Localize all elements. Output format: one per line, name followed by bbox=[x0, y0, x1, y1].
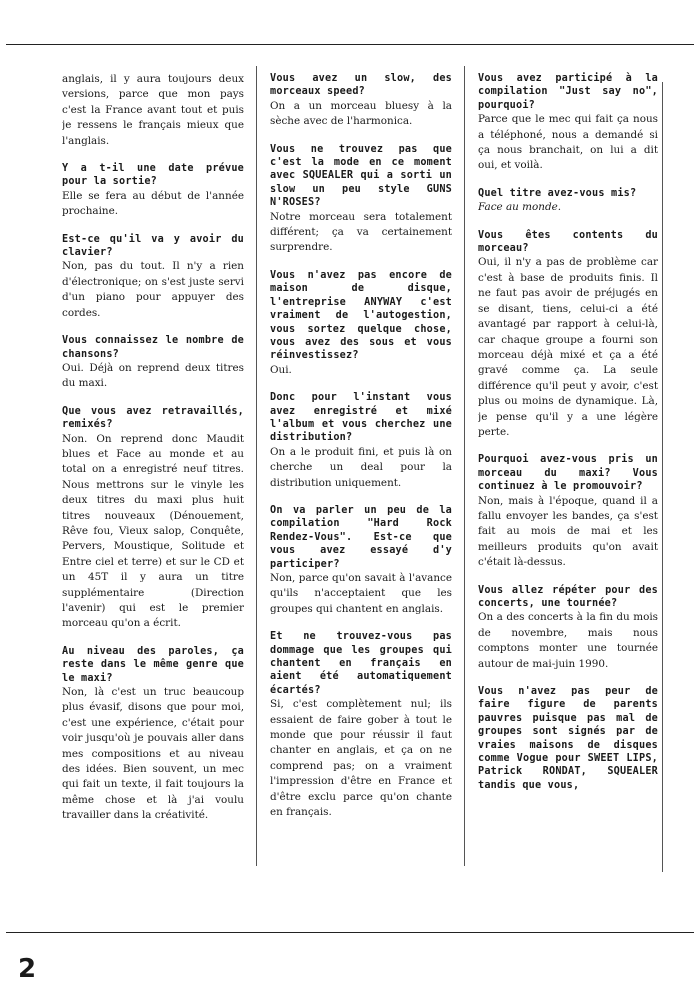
qa-block bbox=[270, 72, 452, 130]
question-text: Vous êtes contents du morceau? bbox=[478, 229, 658, 255]
question-text: Donc pour l'instant vous avez enregistré et mixé l'album et vous cherchez une distribution? bbox=[270, 392, 452, 444]
column-3 bbox=[478, 72, 658, 894]
answer-text: Non, mais à l'époque, quand il a fallu envoyer les bandes, ça s'est fait au mois de mai et les meilleurs produits qu'on avait c'était là-dessus. bbox=[478, 494, 658, 569]
qa-block bbox=[270, 504, 452, 617]
qa-block bbox=[478, 584, 658, 672]
column-divider bbox=[464, 66, 465, 866]
qa-block bbox=[62, 72, 244, 149]
question-text: Vous connaissez le nombre de chansons? bbox=[62, 335, 244, 360]
answer-text: On a le produit fini, et puis là on cherche un deal pour la distribution uniquement. bbox=[270, 445, 452, 489]
question-text: Vous ne trouvez pas que c'est la mode en ce moment avec SQUEALER qui a sorti un slow un peu style GUNS N'ROSES? bbox=[270, 143, 452, 209]
question-text: Que vous avez retravaillés, remixés? bbox=[62, 405, 244, 431]
column-divider bbox=[256, 66, 257, 866]
answer-text: Non, parce qu'on savait à l'avance qu'ils n'acceptaient que les groupes qui chantent en anglais. bbox=[270, 572, 452, 615]
answer-text: Oui, il n'y a pas de problème car c'est à base de produits finis. Il ne faut pas avoir de préjugés en se disant, tiens, celui-ci a été avantagé par rapport à celui-là, car chaque groupe a fourni son morceau déjà mixé et ça a été gravé comme ça. La seule différence qu'il peut y avoir, c'est plus ou moins de dynamique. Là, je pense qu'il y a une légère perte. bbox=[478, 256, 658, 438]
qa-block bbox=[478, 72, 658, 174]
answer-text: Notre morceau sera totalement différent; ça va certainement surprendre. bbox=[270, 210, 452, 254]
question-text: Vous n'avez pas encore de maison de disque, l'entreprise ANYWAY c'est vraiment de l'autogestion, vous sortez quelque chose, vous avez des sous et vous réinvestissez? bbox=[270, 269, 452, 362]
qa-block bbox=[270, 143, 452, 256]
column-divider bbox=[662, 82, 663, 872]
qa-block bbox=[478, 685, 658, 792]
answer-text: Oui. bbox=[270, 363, 292, 376]
question-text: Est-ce qu'il va y avoir du clavier? bbox=[62, 233, 244, 259]
page-number: 2 bbox=[18, 954, 37, 984]
qa-block bbox=[270, 269, 452, 378]
question-text: On va parler un peu de la compilation "Hard Rock Rendez-Vous". Est-ce que vous avez essayé d'y participer? bbox=[270, 504, 452, 570]
qa-block bbox=[62, 334, 244, 392]
question-text: Vous n'avez pas peur de faire figure de parents pauvres puisque pas mal de groupes sont signés par de vraies maisons de disques comme Vogue pour SWEET LIPS, Patrick RONDAT, SQUEALER tandis que vous, bbox=[478, 686, 658, 791]
answer-text: Oui. Déjà on reprend deux titres du maxi. bbox=[62, 361, 244, 390]
answer-text: Non, là c'est un truc beaucoup plus évasif, disons que pour moi, c'est une expérience, c'était pour voir jusqu'où je pouvais aller dans mes compositions et au niveau des idées. Bien souvent, un mec qui fait un texte, il fait toujours la même chose et là j'ai voulu travailler dans la créativité. bbox=[62, 686, 244, 822]
qa-block bbox=[62, 162, 244, 220]
answer-text: Elle se fera au début de l'année prochaine. bbox=[62, 189, 244, 218]
top-rule bbox=[6, 44, 694, 45]
answer-text: Non, pas du tout. Il n'y a rien d'électronique; on s'est juste servi d'un piano pour appuyer des cordes. bbox=[62, 260, 244, 319]
answer-text: Parce que le mec qui fait ça nous a téléphoné, nous a demandé si ça nous branchait, on lui a dit oui, et voilà. bbox=[478, 113, 658, 172]
question-text: Y a t-il une date prévue pour la sortie? bbox=[62, 163, 244, 188]
qa-block bbox=[62, 233, 244, 321]
question-text: Pourquoi avez-vous pris un morceau du maxi? Vous continuez à le promouvoir? bbox=[478, 454, 658, 493]
answer-text: On a des concerts à la fin du mois de novembre, mais nous comptons monter une tournée autour de mai-juin 1990. bbox=[478, 611, 658, 670]
qa-block bbox=[62, 645, 244, 824]
qa-block bbox=[478, 187, 658, 216]
column-2 bbox=[270, 72, 452, 894]
question-text: Au niveau des paroles, ça reste dans le même genre que le maxi? bbox=[62, 645, 244, 684]
answer-text: Non. On reprend donc Maudit blues et Face au monde et au total on a enregistré neuf titres. Nous mettrons sur le vinyle les deux titres du maxi plus huit titres nouveaux (Dénouement, Rêve fou, Vieux salop, Conquête, Pervers, Moustique, Solitude et Entre ciel et terre) et sur le CD et un 45T il y aura un titre supplémentaire (Direction l'avenir) qui est le premier morceau qu'on a écrit. bbox=[62, 432, 244, 630]
qa-block bbox=[270, 630, 452, 820]
qa-block bbox=[478, 453, 658, 570]
answer-text: Face au monde. bbox=[478, 201, 562, 214]
bottom-rule bbox=[6, 932, 694, 933]
question-text: Vous avez participé à la compilation "Just say no", pourquoi? bbox=[478, 73, 658, 111]
answer-text: On a un morceau bluesy à la sèche avec de l'harmonica. bbox=[270, 99, 452, 128]
qa-block bbox=[62, 405, 244, 632]
question-text: Et ne trouvez-vous pas dommage que les groupes qui chantent en français en aient été automatiquement écartés? bbox=[270, 631, 452, 696]
question-text: Quel titre avez-vous mis? bbox=[478, 187, 637, 199]
qa-block bbox=[270, 391, 452, 491]
column-1 bbox=[62, 72, 244, 894]
question-text: Vous avez un slow, des morceaux speed? bbox=[270, 73, 452, 98]
answer-text: Si, c'est complètement nul; ils essaient de faire gober à tout le monde que pour réussir il faut chanter en anglais, et ça on ne comprend pas; on a vraiment l'impression d'être en France et d'être exclu parce qu'on chante en français. bbox=[270, 698, 452, 819]
qa-block bbox=[478, 229, 658, 441]
answer-text: anglais, il y aura toujours deux versions, parce que mon pays c'est la France avant tout et puis je ressens le français mieux que l'anglais. bbox=[62, 73, 244, 147]
question-text: Vous allez répéter pour des concerts, une tournée? bbox=[478, 584, 658, 609]
